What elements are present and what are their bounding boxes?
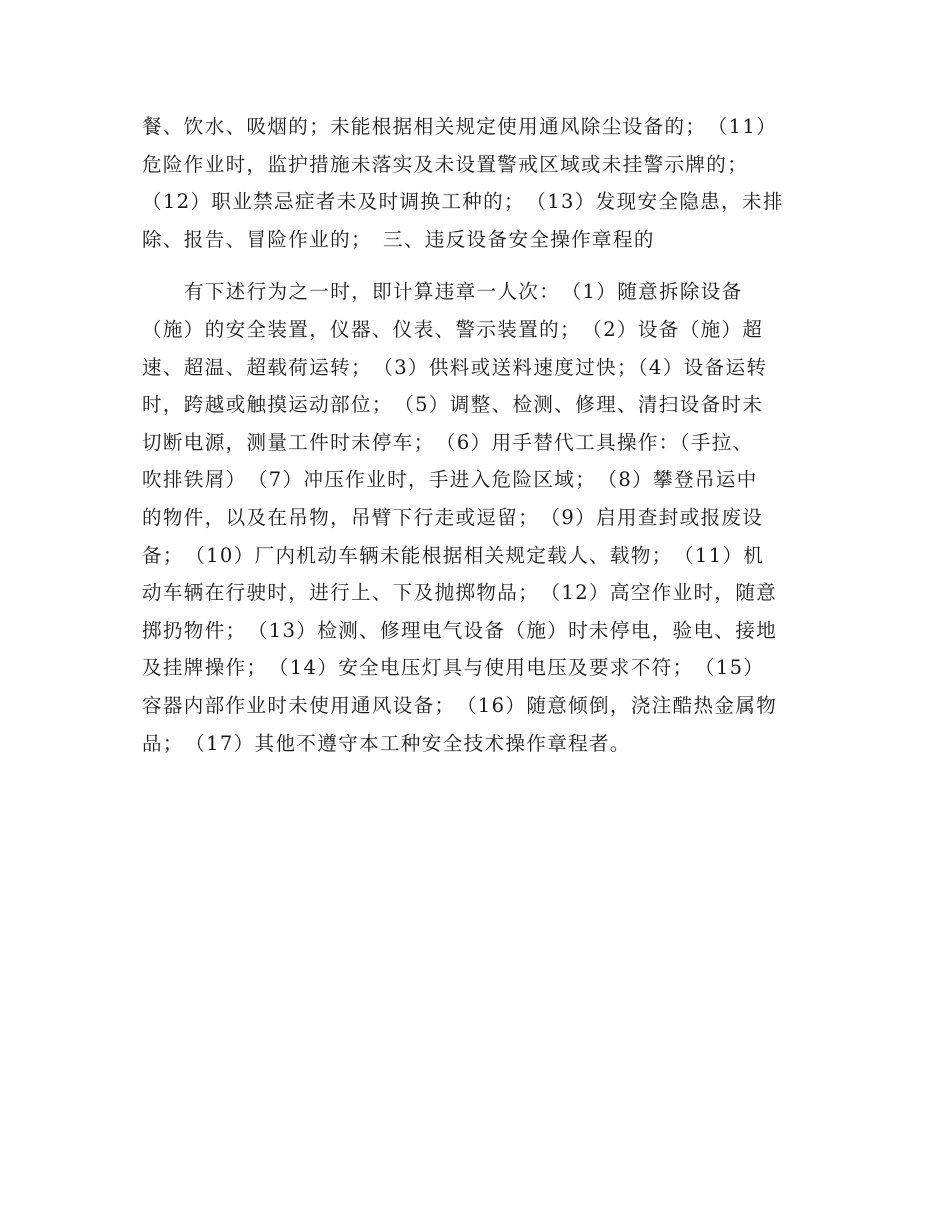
text-line: 时，跨越或触摸运动部位； （5）调整、检测、修理、清扫设备时未 [142, 393, 764, 417]
paragraph-1 [142, 108, 808, 258]
text-line: 掷扔物件； （13）检测、修理电气设备（施）时未停电，验电、接地 [142, 618, 778, 642]
text-line: 切断电源，测量工件时未停车； （6）用手替代工具操作：（手拉、 [142, 430, 754, 454]
text-line: 备； （10）厂内机动车辆未能根据相关规定载人、载物； （11）机 [142, 543, 765, 567]
text-line: （施）的安全装置，仪器、仪表、警示装置的； （2）设备（施）超 [142, 317, 764, 341]
text-line: 动车辆在行驶时，进行上、下及抛掷物品； （12）高空作业时，随意 [142, 581, 778, 605]
text-line: 及挂牌操作； （14）安全电压灯具与使用电压及要求不符； （15） [142, 656, 765, 680]
text-line: 容器内部作业时未使用通风设备； （16）随意倾倒，浇注酷热金属物 [142, 693, 778, 717]
paragraph-spacer [142, 258, 808, 273]
text-line: （12）职业禁忌症者未及时调换工种的； （13）发现安全隐患，未排 [142, 190, 784, 214]
text-line: 的物件，以及在吊物，吊臂下行走或逗留； （9）启用查封或报废设 [142, 505, 764, 529]
paragraph-2 [142, 273, 808, 762]
text-line: 吹排铁屑） （7）冲压作业时，手进入危险区域； （8）攀登吊运中 [142, 468, 758, 492]
text-line: 速、超温、超载荷运转； （3）供料或送料速度过快；（4）设备运转 [142, 355, 768, 379]
text-line: 危险作业时，监护措施未落实及未设置警戒区域或未挂警示牌的； [142, 152, 749, 176]
text-line: 除、报告、冒险作业的； 三、违反设备安全操作章程的 [142, 227, 655, 251]
text-line: 有下述行为之一时，即计算违章一人次： （1）随意拆除设备 [184, 280, 743, 304]
text-line: 餐、饮水、吸烟的；未能根据相关规定使用通风除尘设备的； （11） [142, 115, 778, 138]
text-line: 品； （17）其他不遵守本工种安全技术操作章程者。 [142, 731, 631, 755]
document-page [142, 108, 808, 762]
